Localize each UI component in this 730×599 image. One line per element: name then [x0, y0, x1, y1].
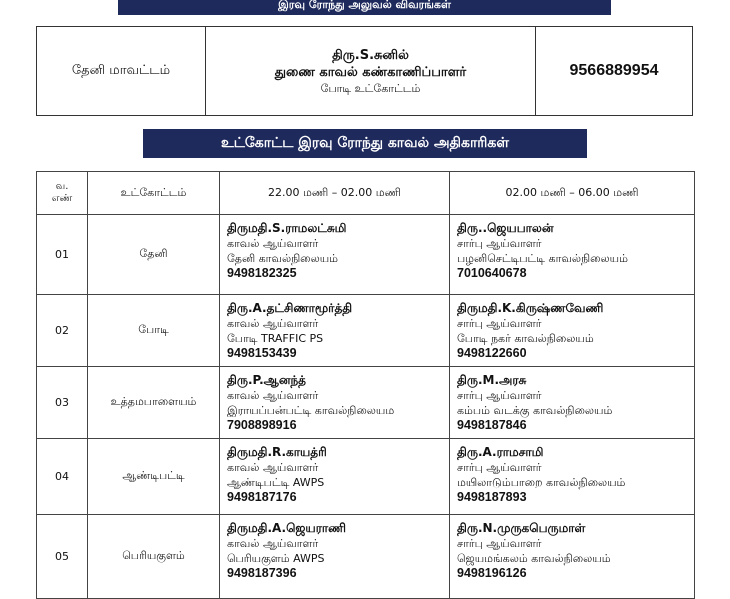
officer-rank: காவல் ஆய்வாளர் [227, 389, 319, 402]
officer-phone: 9498187396 [227, 566, 297, 580]
shift1-officer-cell [220, 367, 450, 439]
officer-name: திரு.A.தட்சிணாமூர்த்தி [227, 301, 353, 315]
subdivision-cell: போடி [88, 295, 220, 367]
officer-station: போடி TRAFFIC PS [227, 332, 324, 345]
officer-name: திருமதி.A.ஜெயராணி [227, 521, 347, 535]
officer-station: ஜெயமங்கலம் காவல்நிலையம் [457, 552, 611, 565]
table-row [37, 295, 695, 367]
officer-station: பெரியகுளம் AWPS [227, 552, 325, 565]
serial-header [37, 172, 88, 215]
shift1-header: 22.00 மணி – 02.00 மணி [220, 172, 450, 215]
table-row [37, 439, 695, 515]
officer-rank: காவல் ஆய்வாளர் [227, 237, 319, 250]
officer-phone: 9498182325 [227, 266, 297, 280]
shift1-officer-cell [220, 439, 450, 515]
officer-rank: காவல் ஆய்வாளர் [227, 461, 319, 474]
officer-name: திருமதி.K.கிருஷ்ணவேணி [457, 301, 604, 315]
officer-phone: 9498153439 [227, 346, 297, 360]
officer-station: கம்பம் வடக்கு காவல்நிலையம் [457, 404, 613, 417]
district-phone-cell [536, 27, 692, 115]
serial-number-cell: 04 [37, 439, 88, 515]
officer-name: திருமதி.R.காயத்ரி [227, 445, 327, 459]
district-cell [37, 27, 206, 115]
officer-name: திரு.M.அரசு [457, 373, 527, 387]
officer-phone: 9498122660 [457, 346, 527, 360]
officer-station: ஆண்டிபட்டி AWPS [227, 476, 325, 489]
officer-rank: சார்பு ஆய்வாளர் [457, 389, 542, 402]
officer-name: திருமதி.S.ராமலட்சுமி [227, 221, 347, 235]
serial-header-line2: எண் [51, 193, 73, 204]
officer-rank: காவல் ஆய்வாளர் [227, 317, 319, 330]
subdivision-cell: ஆண்டிபட்டி [88, 439, 220, 515]
shift1-officer-cell [220, 295, 450, 367]
table-row [37, 515, 695, 599]
serial-number-cell: 05 [37, 515, 88, 599]
officer-phone: 7908898916 [227, 418, 297, 432]
shift2-officer-cell [450, 215, 695, 295]
shift2-officer-cell [450, 367, 695, 439]
officer-rank: சார்பு ஆய்வாளர் [457, 237, 542, 250]
serial-header-line1: வ. [55, 181, 69, 192]
officer-station: தேனி காவல்நிலையம் [227, 252, 339, 265]
district-officer-name: திரு.S.சுனில் [332, 47, 409, 63]
subdivision-cell: உத்தமபாளையம் [88, 367, 220, 439]
table-row [37, 367, 695, 439]
shift2-officer-cell [450, 515, 695, 599]
officer-station: பழனிசெட்டிபட்டி காவல்நிலையம் [457, 252, 628, 265]
top-banner [118, 0, 611, 15]
officer-name: திரு.A.ராமசாமி [457, 445, 544, 459]
shift1-officer-cell [220, 215, 450, 295]
serial-number-cell: 02 [37, 295, 88, 367]
shift2-header: 02.00 மணி – 06.00 மணி [450, 172, 695, 215]
table-header-row [37, 172, 695, 215]
table-body [37, 215, 695, 599]
officer-rank: சார்பு ஆய்வாளர் [457, 317, 542, 330]
section-title [143, 129, 587, 158]
district-officer-subdivision: போடி உட்கோட்டம் [320, 81, 421, 95]
officer-name: திரு.P.ஆனந்த் [227, 373, 306, 387]
officer-phone: 7010640678 [457, 266, 527, 280]
officer-station: போடி நகர் காவல்நிலையம் [457, 332, 594, 345]
district-name: தேனி மாவட்டம் [71, 63, 171, 78]
officer-phone: 9498196126 [457, 566, 527, 580]
officer-rank: சார்பு ஆய்வாளர் [457, 537, 542, 550]
subdivision-header: உட்கோட்டம் [88, 172, 220, 215]
subdivision-cell: தேனி [88, 215, 220, 295]
top-banner-text: இரவு ரோந்து அலுவல் விவரங்கள் [278, 0, 451, 11]
officer-rank: காவல் ஆய்வாளர் [227, 537, 319, 550]
serial-number-cell: 01 [37, 215, 88, 295]
night-patrol-table [36, 171, 695, 599]
officer-station: மயிலாடும்பாறை காவல்நிலையம் [457, 476, 626, 489]
officer-phone: 9498187893 [457, 490, 527, 504]
district-info-box [36, 26, 693, 116]
officer-phone: 9498187176 [227, 490, 297, 504]
officer-station: இராயப்பன்பட்டி காவல்நிலையம [227, 404, 395, 417]
serial-number-cell: 03 [37, 367, 88, 439]
officer-phone: 9498187846 [457, 418, 527, 432]
district-officer-cell [206, 27, 536, 115]
shift1-officer-cell [220, 515, 450, 599]
shift2-officer-cell [450, 295, 695, 367]
officer-rank: சார்பு ஆய்வாளர் [457, 461, 542, 474]
district-officer-phone: 9566889954 [569, 62, 659, 79]
section-title-text: உட்கோட்ட இரவு ரோந்து காவல் அதிகாரிகள் [221, 134, 509, 151]
shift2-officer-cell [450, 439, 695, 515]
officer-name: திரு..ஜெயபாலன் [457, 221, 554, 235]
subdivision-cell: பெரியகுளம் [88, 515, 220, 599]
officer-name: திரு.N.முருகபெருமாள் [457, 521, 586, 535]
table-row [37, 215, 695, 295]
district-officer-rank: துணை காவல் கண்காணிப்பாளர் [274, 64, 467, 80]
